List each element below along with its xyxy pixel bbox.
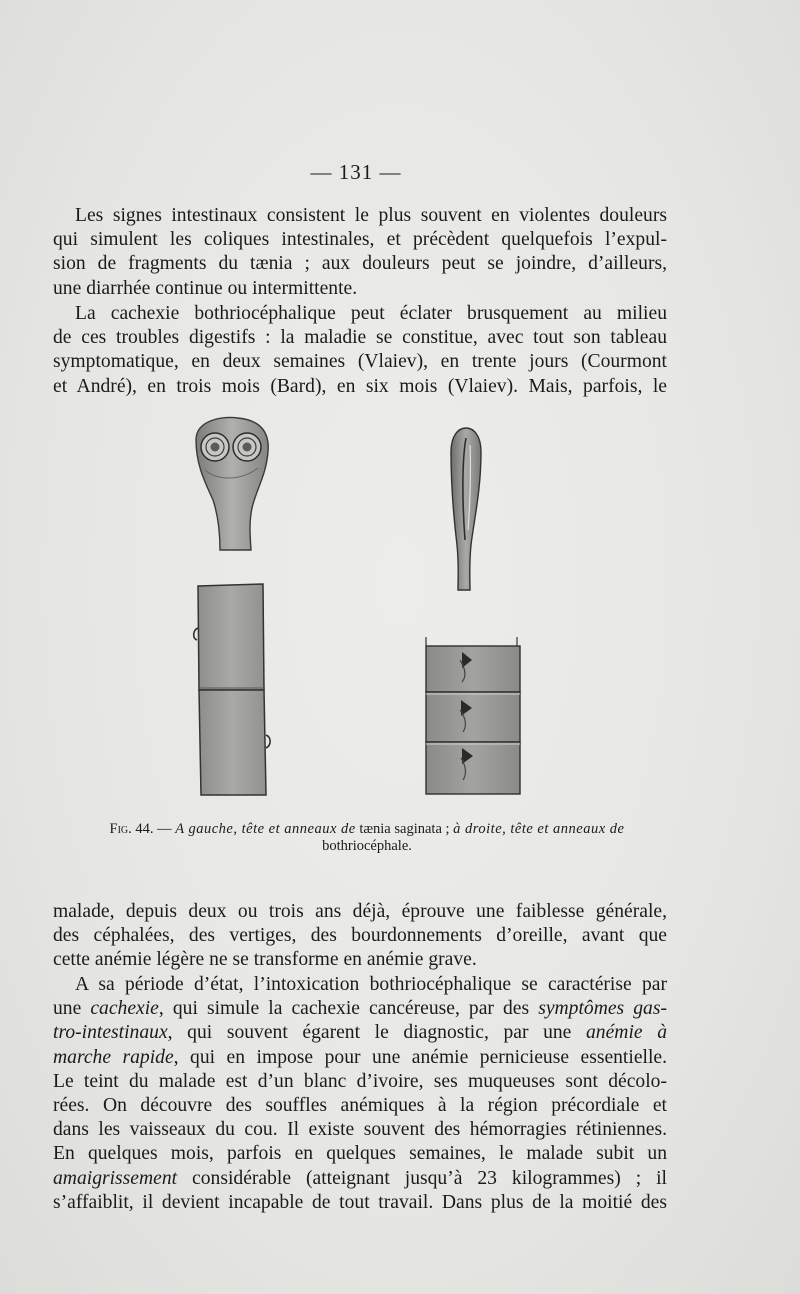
emphasis-cachexie: cachexie [90,998,159,1020]
text-line: Le teint du malade est d’un blanc d’ivoire, ses muqueuses sont décolo- [53,1070,667,1092]
caption-italic-left: A gauche, tête et anneaux de [175,821,356,837]
text-line: Les signes intestinaux consistent le plus souvent en violentes douleurs [75,205,667,226]
bothriocephalus-proglottids [426,637,520,794]
text-line: des céphalées, des vertiges, des bourdonnements d’oreille, avant que [53,925,667,947]
text-line [53,1046,667,1070]
paragraph-state-period [53,973,667,1215]
figure-label: Fig. 44. [109,821,154,837]
text-line [53,997,667,1021]
text-line: malade, depuis deux ou trois ans déjà, éprouve une faiblesse générale, [53,901,667,922]
text-line: rées. On découvre des souffles anémiques à la région précordiale et [53,1095,667,1117]
text-line: dans les vaisseaux du cou. Il existe souvent des hémorragies rétiniennes. [53,1119,667,1141]
text-line: sion de fragments du tænia ; aux douleurs peut se joindre, d’ailleurs, [53,253,667,275]
caption-dash: — [153,821,176,837]
text-line: cette anémie légère ne se transforme en anémie grave. [53,949,477,971]
caption-species-right: bothriocéphale. [322,838,412,854]
text-fragment: , qui souvent égarent le diagnostic, par une [167,1022,586,1044]
caption-species-left: tænia saginata ; [355,821,454,837]
text-line: s’affaiblit, il devient incapable de tout travail. Dans plus de la moitié des [53,1191,667,1213]
page-number: — 131 — [310,160,402,184]
text-line: qui simulent les coliques intestinales, et précèdent quelquefois l’expul- [53,229,667,251]
emphasis-gastro: tro-intestinaux [53,1022,168,1044]
text-line [53,1021,667,1045]
taenia-proglottids [194,584,270,795]
emphasis-amaigrissement: amaigrissement [53,1167,178,1189]
figure-caption [66,821,668,855]
text-fragment: considérable (atteignant jusqu’à 23 kilogrammes) ; il [177,1167,667,1189]
text-fragment: , qui en impose pour une anémie pernicieuse essentielle. [173,1046,667,1068]
emphasis-anemie: anémie à [586,1022,667,1044]
bothriocephalus-head [451,428,481,590]
text-fragment: , qui simule la cachexie cancéreuse, par des [158,998,539,1020]
taenia-head [196,418,268,550]
emphasis-marche-rapide: marche rapide [53,1046,174,1068]
text-line: une diarrhée continue ou intermittente. [53,277,358,299]
text-line: et André), en trois mois (Bard), en six mois (Vlaiev). Mais, parfois, le [53,375,667,397]
text-line: symptomatique, en deux semaines (Vlaiev), en trente jours (Courmont [53,351,667,373]
text-line: La cachexie bothriocéphalique peut éclater brusquement au milieu [75,303,667,324]
text-line: de ces troubles digestifs : la maladie se constitue, avec tout son tableau [53,327,667,349]
caption-italic-right: à droite, tête et anneaux de [453,821,625,837]
text-fragment: une [53,998,91,1020]
text-line: En quelques mois, parfois en quelques semaines, le malade subit un [53,1143,667,1165]
paragraph-slow-onset [53,900,667,973]
text-line [53,1167,667,1191]
emphasis-symptomes: symptômes gas- [538,998,667,1020]
text-line: A sa période d’état, l’intoxication bothriocéphalique se caractérise par [75,974,667,995]
